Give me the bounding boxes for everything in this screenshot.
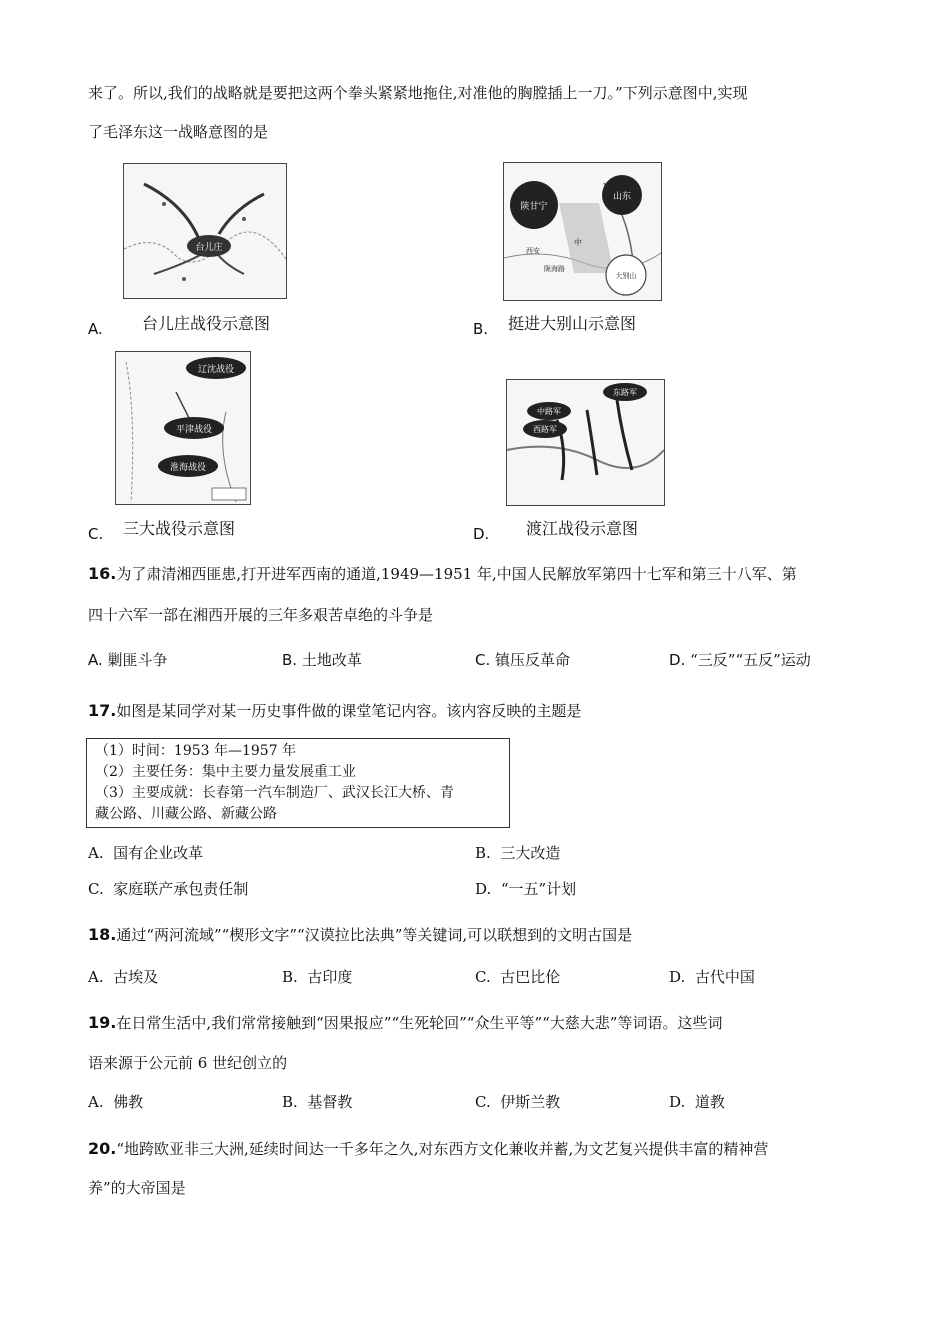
q16-option-c-text: 镇压反革命 [495, 651, 571, 669]
q17-option-d[interactable] [475, 878, 576, 899]
q20-stem-text: “地跨欧亚非三大洲,延续时间达一千多年之久,对东西方文化兼收并蓄,为文艺复兴提供丰富的精神营 [116, 1140, 769, 1158]
q19-option-a[interactable] [88, 1091, 143, 1112]
q17-option-d-text: “一五”计划 [500, 880, 577, 898]
q19-stem-line1 [88, 1012, 722, 1033]
q17-option-b[interactable] [475, 842, 560, 863]
q15-stem-line2: 了毛泽东这一战略意图的是 [88, 123, 269, 141]
q17-note-line3: （3）主要成就：长春第一汽车制造厂、武汉长江大桥、青 [95, 785, 454, 801]
q19-option-a-text: 佛教 [113, 1093, 144, 1111]
q17-option-c-letter: C. [88, 880, 104, 898]
q18-option-d[interactable] [669, 966, 755, 987]
q18-stem [88, 924, 632, 945]
q16-number: 16. [88, 564, 117, 583]
q17-option-a[interactable] [88, 842, 203, 863]
q19-option-c-letter: C. [475, 1093, 491, 1111]
q16-option-b-text: 土地改革 [301, 651, 362, 669]
q17-option-c-text: 家庭联产承包责任制 [113, 880, 249, 898]
q20-number: 20. [88, 1139, 117, 1158]
map-c-three-campaigns [115, 351, 251, 505]
map-d-label-2: 中路军 [537, 407, 561, 416]
map-c-label-1: 辽沈战役 [197, 365, 235, 375]
q18-option-b[interactable] [282, 966, 352, 987]
map-a-taierzhuang [123, 163, 287, 299]
q18-option-b-letter: B. [282, 968, 298, 986]
q19-option-d-letter: D. [669, 1093, 686, 1111]
q19-option-c-text: 伊斯兰教 [500, 1093, 561, 1111]
q18-option-d-text: 古代中国 [694, 968, 755, 986]
q17-note-line4: 藏公路、川藏公路、新藏公路 [95, 806, 277, 822]
map-b-label-3: 西安 [526, 247, 540, 255]
q17-number: 17. [88, 701, 117, 720]
q18-option-b-text: 古印度 [307, 968, 353, 986]
q18-option-c[interactable] [475, 966, 560, 987]
q19-stem-text: 在日常生活中,我们常常接触到“因果报应”“生死轮回”“众生平等”“大慈大悲”等词语。这些词 [116, 1014, 723, 1032]
q16-option-d-letter: D. [669, 651, 686, 669]
q18-option-a[interactable] [88, 966, 158, 987]
q17-option-b-letter: B. [475, 844, 491, 862]
q18-stem-text: 通过“两河流域”“楔形文字”“汉谟拉比法典”等关键词,可以联想到的文明古国是 [116, 926, 633, 944]
q18-option-c-text: 古巴比伦 [500, 968, 561, 986]
q20-stem-line1 [88, 1138, 768, 1159]
map-b-dabieshan [503, 162, 662, 301]
q16-option-a-letter: A. [88, 651, 103, 669]
q17-stem [88, 700, 581, 721]
map-b-label-5: 陇海路 [544, 265, 565, 273]
map-c-label-2: 平津战役 [175, 425, 213, 435]
q16-option-c-letter: C. [475, 651, 491, 669]
q18-option-a-text: 古埃及 [113, 968, 159, 986]
q16-option-d[interactable] [669, 649, 811, 670]
q19-option-b[interactable] [282, 1091, 352, 1112]
q15-option-b-letter: B. [473, 320, 489, 338]
map-b-label-4: 中 [574, 238, 582, 247]
q19-option-c[interactable] [475, 1091, 560, 1112]
q19-number: 19. [88, 1013, 117, 1032]
q17-note-line2: （2）主要任务：集中主要力量发展重工业 [95, 764, 356, 780]
q15-option-a-letter: A. [88, 320, 103, 338]
map-b-label-6: 大别山 [615, 272, 637, 280]
q17-option-d-letter: D. [475, 880, 492, 898]
map-a-label: 台儿庄 [195, 243, 223, 253]
q15-option-c-caption: 三大战役示意图 [123, 519, 236, 538]
q17-note-line1: （1）时间：1953 年—1957 年 [95, 743, 297, 759]
q15-stem-line1: 来了。所以,我们的战略就是要把这两个拳头紧紧地拖住,对准他的胸膛插上一刀。”下列示意图中,实现 [88, 84, 748, 102]
q15-option-b-caption: 挺进大别山示意图 [508, 314, 637, 333]
q16-option-d-text: “三反”“五反”运动 [690, 651, 811, 669]
q16-option-a[interactable] [88, 649, 168, 670]
q17-stem-text: 如图是某同学对某一历史事件做的课堂笔记内容。该内容反映的主题是 [116, 702, 582, 720]
q15-option-a-caption: 台儿庄战役示意图 [142, 314, 271, 333]
map-b-label-2: 山东 [612, 192, 632, 202]
q17-option-a-letter: A. [88, 844, 104, 862]
q17-option-c[interactable] [88, 878, 248, 899]
q16-stem-line1 [88, 563, 797, 584]
q19-option-b-text: 基督教 [307, 1093, 353, 1111]
q19-option-d[interactable] [669, 1091, 725, 1112]
map-d-river-crossing [506, 379, 665, 506]
map-d-label-3: 西路军 [533, 425, 557, 434]
q16-option-b-letter: B. [282, 651, 298, 669]
q15-option-d-caption: 渡江战役示意图 [526, 519, 639, 538]
q18-option-d-letter: D. [669, 968, 686, 986]
q20-stem-line2: 养”的大帝国是 [88, 1179, 186, 1197]
q19-option-b-letter: B. [282, 1093, 298, 1111]
q17-note-box [86, 738, 510, 828]
q16-option-a-text: 剿匪斗争 [107, 651, 168, 669]
map-b-label-1: 陕甘宁 [520, 202, 548, 212]
q18-option-a-letter: A. [88, 968, 104, 986]
q16-stem-line2: 四十六军一部在湘西开展的三年多艰苦卓绝的斗争是 [88, 606, 434, 624]
q16-option-c[interactable] [475, 649, 570, 670]
q19-option-d-text: 道教 [694, 1093, 725, 1111]
map-c-label-3: 淮海战役 [169, 463, 207, 473]
q15-option-c-letter: C. [88, 525, 104, 543]
q18-option-c-letter: C. [475, 968, 491, 986]
q19-option-a-letter: A. [88, 1093, 104, 1111]
q17-option-a-text: 国有企业改革 [113, 844, 204, 862]
map-d-label-1: 东路军 [613, 388, 637, 397]
q19-stem-line2: 语来源于公元前 6 世纪创立的 [88, 1054, 288, 1072]
q16-option-b[interactable] [282, 649, 362, 670]
q17-option-b-text: 三大改造 [500, 844, 561, 862]
q18-number: 18. [88, 925, 117, 944]
q15-option-d-letter: D. [473, 525, 490, 543]
q16-stem-text: 为了肃清湘西匪患,打开进军西南的通道,1949—1951 年,中国人民解放军第四十七军和第三十八军、第 [116, 565, 797, 583]
